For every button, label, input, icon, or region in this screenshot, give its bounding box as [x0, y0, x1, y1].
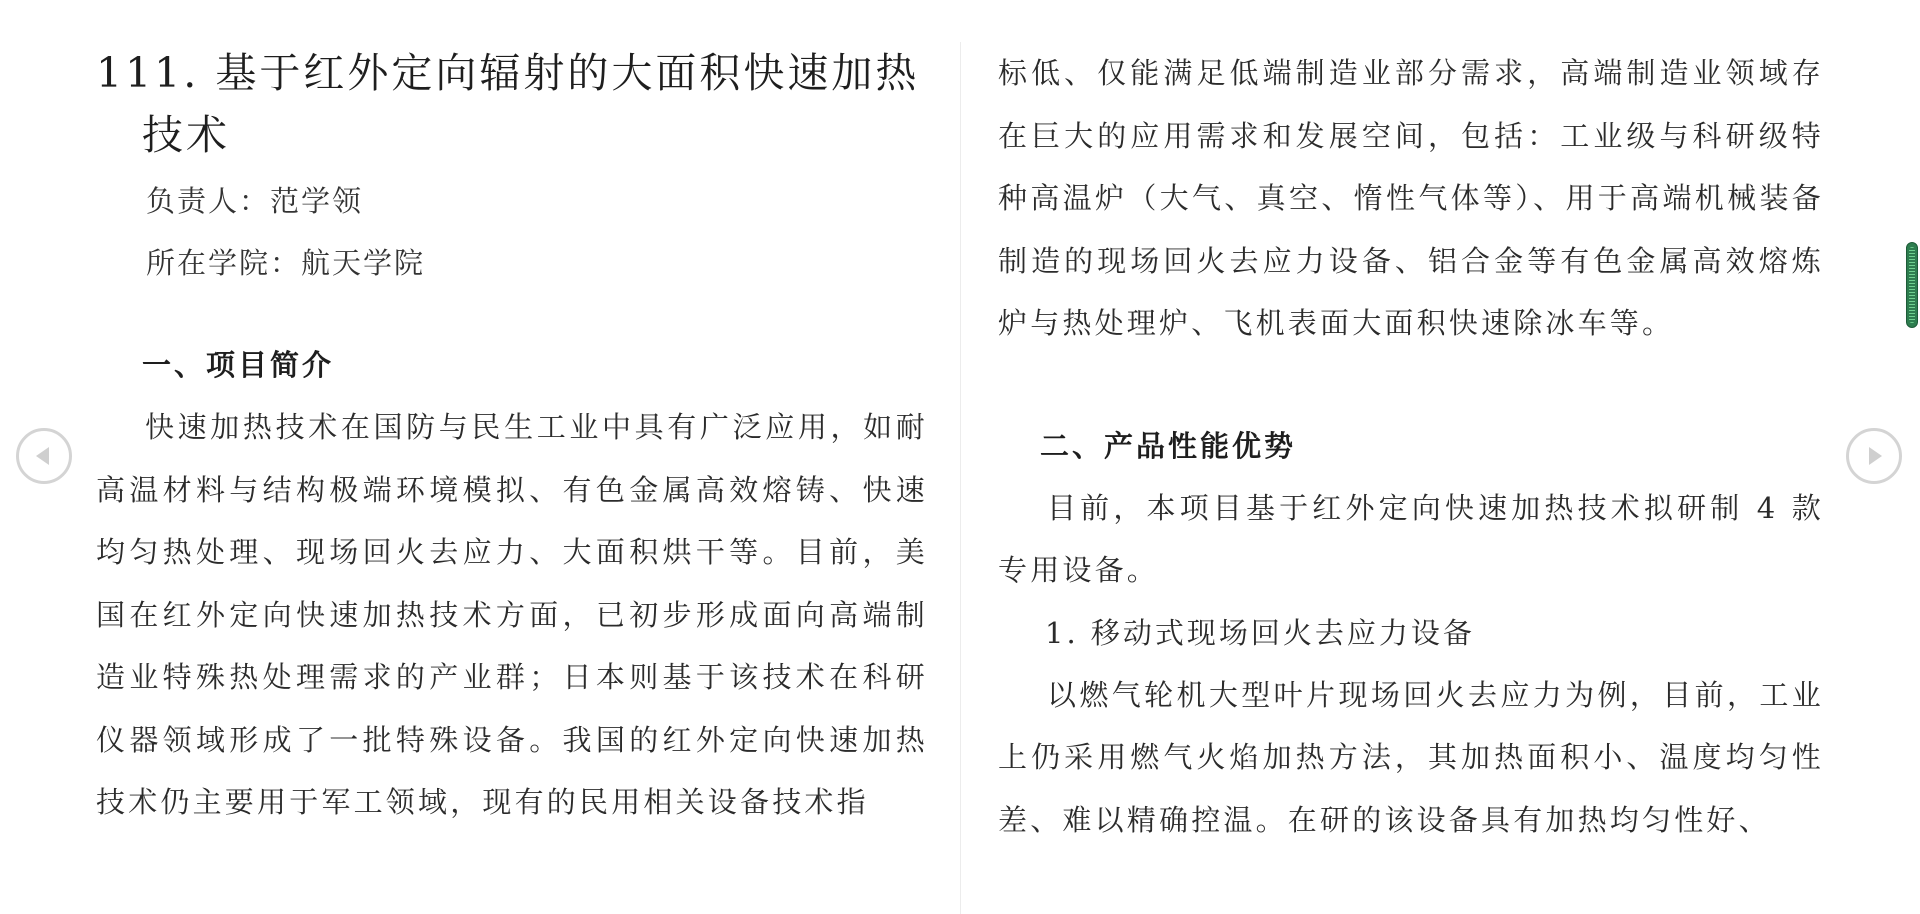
list-item-heading: 1. 移动式现场回火去应力设备: [1045, 615, 1475, 650]
advantages-paragraph: 目前，本项目基于红外定向快速加热技术拟研制 4 款专用设备。: [998, 490, 1824, 587]
chevron-right-icon: [1849, 431, 1899, 481]
continued-paragraph: 标低、仅能满足低端制造业部分需求，高端制造业领域存在巨大的应用需求和发展空间，包括：工业级与科研级特种高温炉（大气、真空、惰性气体等）、用于高端机械装备制造的现场回火去应力设备、铝合金等有色金属高效熔炼炉与热处理炉、飞机表面大面积快速除冰车等。: [998, 56, 1824, 340]
next-page-button[interactable]: [1846, 428, 1902, 484]
previous-page-button[interactable]: [16, 428, 72, 484]
page-title: 111. 基于红外定向辐射的大面积快速加热技术: [96, 49, 920, 159]
spacer: [96, 294, 928, 334]
scrollbar-thumb[interactable]: [1906, 242, 1918, 328]
left-page: [96, 0, 928, 914]
section-heading-intro: 一、项目简介: [142, 348, 335, 382]
chevron-left-icon: [19, 431, 69, 481]
section-heading-advantages: 二、产品性能优势: [1040, 428, 1297, 463]
college-line: 所在学院：航天学院: [146, 246, 426, 280]
right-page: [998, 0, 1824, 914]
list-item-paragraph: 以燃气轮机大型叶片现场回火去应力为例，目前，工业上仍采用燃气火焰加热方法，其加热面积小、温度均匀性差、难以精确控温。在研的该设备具有加热均匀性好、: [998, 677, 1824, 837]
owner-line: 负责人：范学领: [146, 184, 364, 218]
intro-paragraph: 快速加热技术在国防与民生工业中具有广泛应用，如耐高温材料与结构极端环境模拟、有色金属高效熔铸、快速均匀热处理、现场回火去应力、大面积烘干等。目前，美国在红外定向快速加热技术方面，已初步形成面向高端制造业特殊热处理需求的产业群；日本则基于该技术在科研仪器领域形成了一批特殊设备。我国的红外定向快速加热技术仍主要用于军工领域，现有的民用相关设备技术指: [96, 410, 928, 819]
spacer: [998, 355, 1824, 415]
scrollbar-grip: [1909, 247, 1915, 323]
page-divider: [960, 42, 961, 914]
